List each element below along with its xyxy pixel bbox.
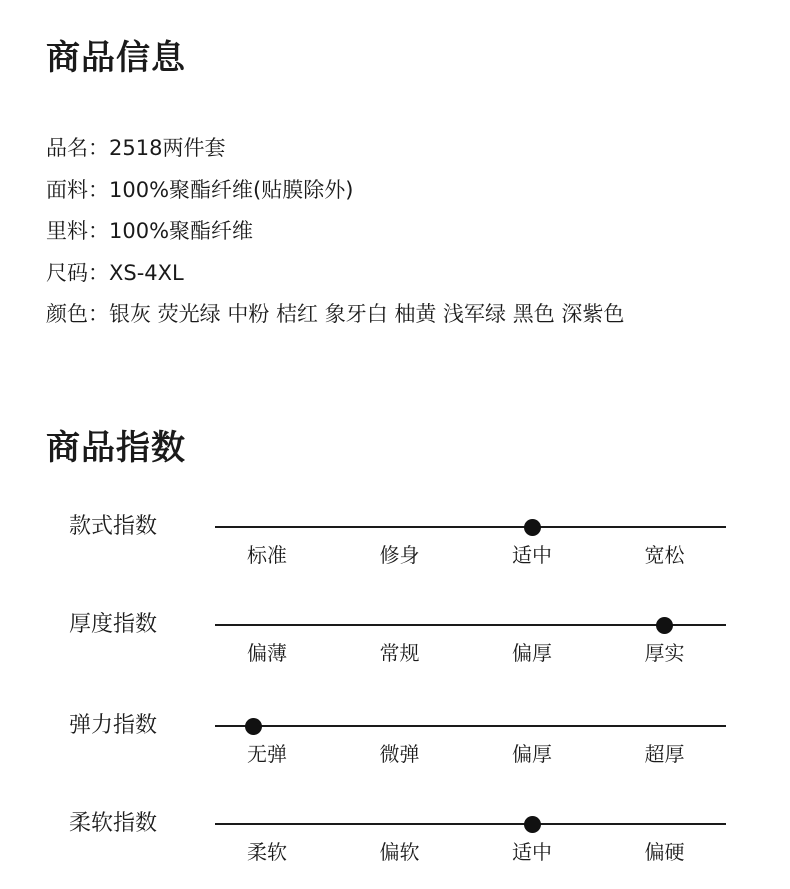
info-label: 面料 [46,177,88,202]
index-marker-dot [524,519,541,536]
index-scale-line [215,624,726,626]
index-option: 偏薄 [247,641,287,665]
info-label: 尺码 [46,260,88,285]
index-marker-dot [524,816,541,833]
product-info-list [46,128,624,336]
info-label: 颜色 [46,302,88,326]
info-label: 品名 [46,136,88,160]
style-index [0,512,790,592]
info-row-name [46,128,624,170]
product-index-title: 商品指数 [46,428,186,468]
index-option: 无弹 [247,742,287,766]
index-option: 超厚 [644,742,685,766]
index-option: 修身 [379,543,420,567]
info-row-fabric [46,170,624,212]
info-value: 100%聚酯纤维(贴膜除外) [109,177,354,202]
index-option: 适中 [512,840,552,864]
index-option: 适中 [512,543,552,567]
info-separator: ： [88,260,109,285]
info-separator: ： [88,136,109,160]
info-value: 银灰 荧光绿 中粉 桔红 象牙白 柚黄 浅军绿 黑色 深紫色 [109,302,625,326]
index-option: 微弹 [379,742,420,766]
index-option: 偏软 [379,840,420,864]
index-label: 款式指数 [69,514,158,539]
info-row-color [46,294,624,336]
info-row-size [46,253,624,295]
index-label: 柔软指数 [69,811,158,836]
index-scale-line [215,725,726,727]
index-option: 标准 [247,543,287,567]
product-info-title: 商品信息 [46,38,186,78]
index-option: 偏厚 [512,742,552,766]
info-separator: ： [88,177,109,202]
index-scale-line [215,526,726,528]
index-label: 厚度指数 [69,612,158,637]
info-label: 里料 [46,219,88,243]
index-scale-line [215,823,726,825]
index-option: 柔软 [247,840,287,864]
index-option: 常规 [379,641,420,665]
info-value: 100%聚酯纤维 [109,219,254,243]
index-option: 偏厚 [512,641,552,665]
info-row-lining [46,211,624,253]
info-value: 2518两件套 [109,136,226,160]
info-value: XS-4XL [109,260,184,285]
softness-index [0,809,790,889]
elasticity-index [0,711,790,791]
index-marker-dot [245,718,262,735]
index-marker-dot [656,617,673,634]
thickness-index [0,610,790,690]
index-option: 厚实 [644,641,685,665]
info-separator: ： [88,219,109,243]
info-separator: ： [88,302,109,326]
index-option: 宽松 [644,543,685,567]
index-option: 偏硬 [644,840,685,864]
index-label: 弹力指数 [69,713,158,738]
